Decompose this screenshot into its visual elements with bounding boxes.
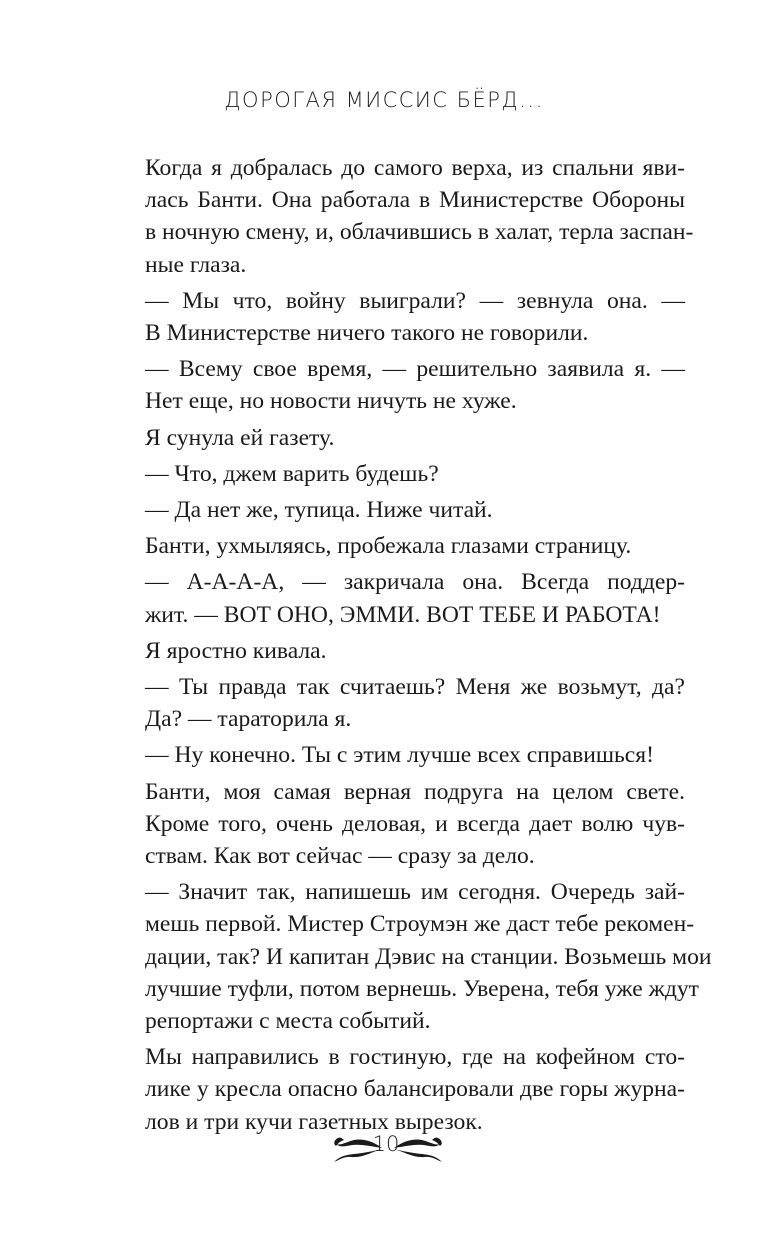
text-line: Я сунула ей газету. (145, 424, 335, 451)
text-line: лике у кресла опасно балансировали две горы журна- (145, 1076, 685, 1103)
text-line: Когда я добралась до самого верха, из спальни яви- (145, 155, 685, 181)
text-line: В Министерстве ничего такого не говорили. (145, 320, 589, 347)
page-footer (0, 1128, 768, 1172)
text-line: дации, так? И капитан Дэвис на станции. Возьмешь мои (145, 943, 712, 970)
paragraph (117, 458, 685, 490)
text-line: — Мы что, войну выиграли? — зевнула она. — (145, 287, 685, 314)
paragraph (117, 566, 685, 630)
text-line: лов и три кучи газетных вырезок. (145, 1108, 483, 1135)
paragraph (117, 876, 712, 1037)
text-line: — Всему свое время, — решительно заявила я. — (145, 356, 685, 383)
paragraph (117, 353, 685, 417)
paragraph (117, 152, 694, 281)
text-line: Кроме того, очень деловая, и всегда дает волю чув- (145, 810, 685, 837)
text-line: ные глаза. (145, 251, 247, 278)
body-text (117, 152, 712, 1142)
paragraph (117, 776, 685, 873)
text-line: лучшие туфли, потом вернешь. Уверена, тебя уже ждут (145, 975, 699, 1002)
text-line: — Что, джем варить будешь? (145, 460, 439, 487)
text-line: Мы направились в гостиную, где на кофейном сто- (145, 1044, 685, 1071)
text-line: Банти, ухмыляясь, пробежала глазами страницу. (145, 533, 632, 560)
paragraph (117, 1041, 685, 1138)
text-line: лась Банти. Она работала в Министерстве Обороны (145, 187, 685, 214)
paragraph (117, 635, 685, 667)
text-line: Да? — тараторила я. (145, 706, 352, 733)
paragraph (117, 494, 685, 526)
text-line: Я яростно кивала. (145, 637, 327, 664)
paragraph (117, 739, 685, 771)
text-line: — Да нет же, тупица. Ниже читай. (145, 497, 493, 524)
text-line: в ночную смену, и, облачившись в халат, терла заспан- (145, 219, 694, 246)
text-line: Банти, моя самая верная подруга на целом свете. (145, 778, 685, 805)
text-line: Нет еще, но новости ничуть не хуже. (145, 388, 517, 415)
text-line: ствам. Как вот сейчас — сразу за дело. (145, 843, 535, 870)
paragraph (117, 530, 685, 562)
right-flourish-icon (392, 1130, 446, 1166)
paragraph (117, 422, 685, 454)
text-line: — Значит так, напишешь им сегодня. Очередь зай- (145, 879, 685, 906)
running-head: ДОРОГАЯ МИССИС БЁРД... (224, 88, 544, 112)
text-line: репортажи с места событий. (145, 1008, 431, 1035)
text-line: мешь первой. Мистер Строумэн же даст тебе рекомен- (145, 911, 695, 938)
text-line: жит. — ВОТ ОНО, ЭММИ. ВОТ ТЕБЕ И РАБОТА! (145, 601, 661, 628)
text-line: — Ну конечно. Ты с этим лучше всех справишься! (145, 742, 654, 769)
paragraph (117, 671, 685, 735)
text-line: — Ты правда так считаешь? Меня же возьмут, да? (145, 674, 685, 701)
text-line: — А-А-А-А, — закричала она. Всегда поддер- (145, 569, 685, 596)
page-number: 10 (372, 1132, 400, 1156)
paragraph (117, 285, 685, 349)
